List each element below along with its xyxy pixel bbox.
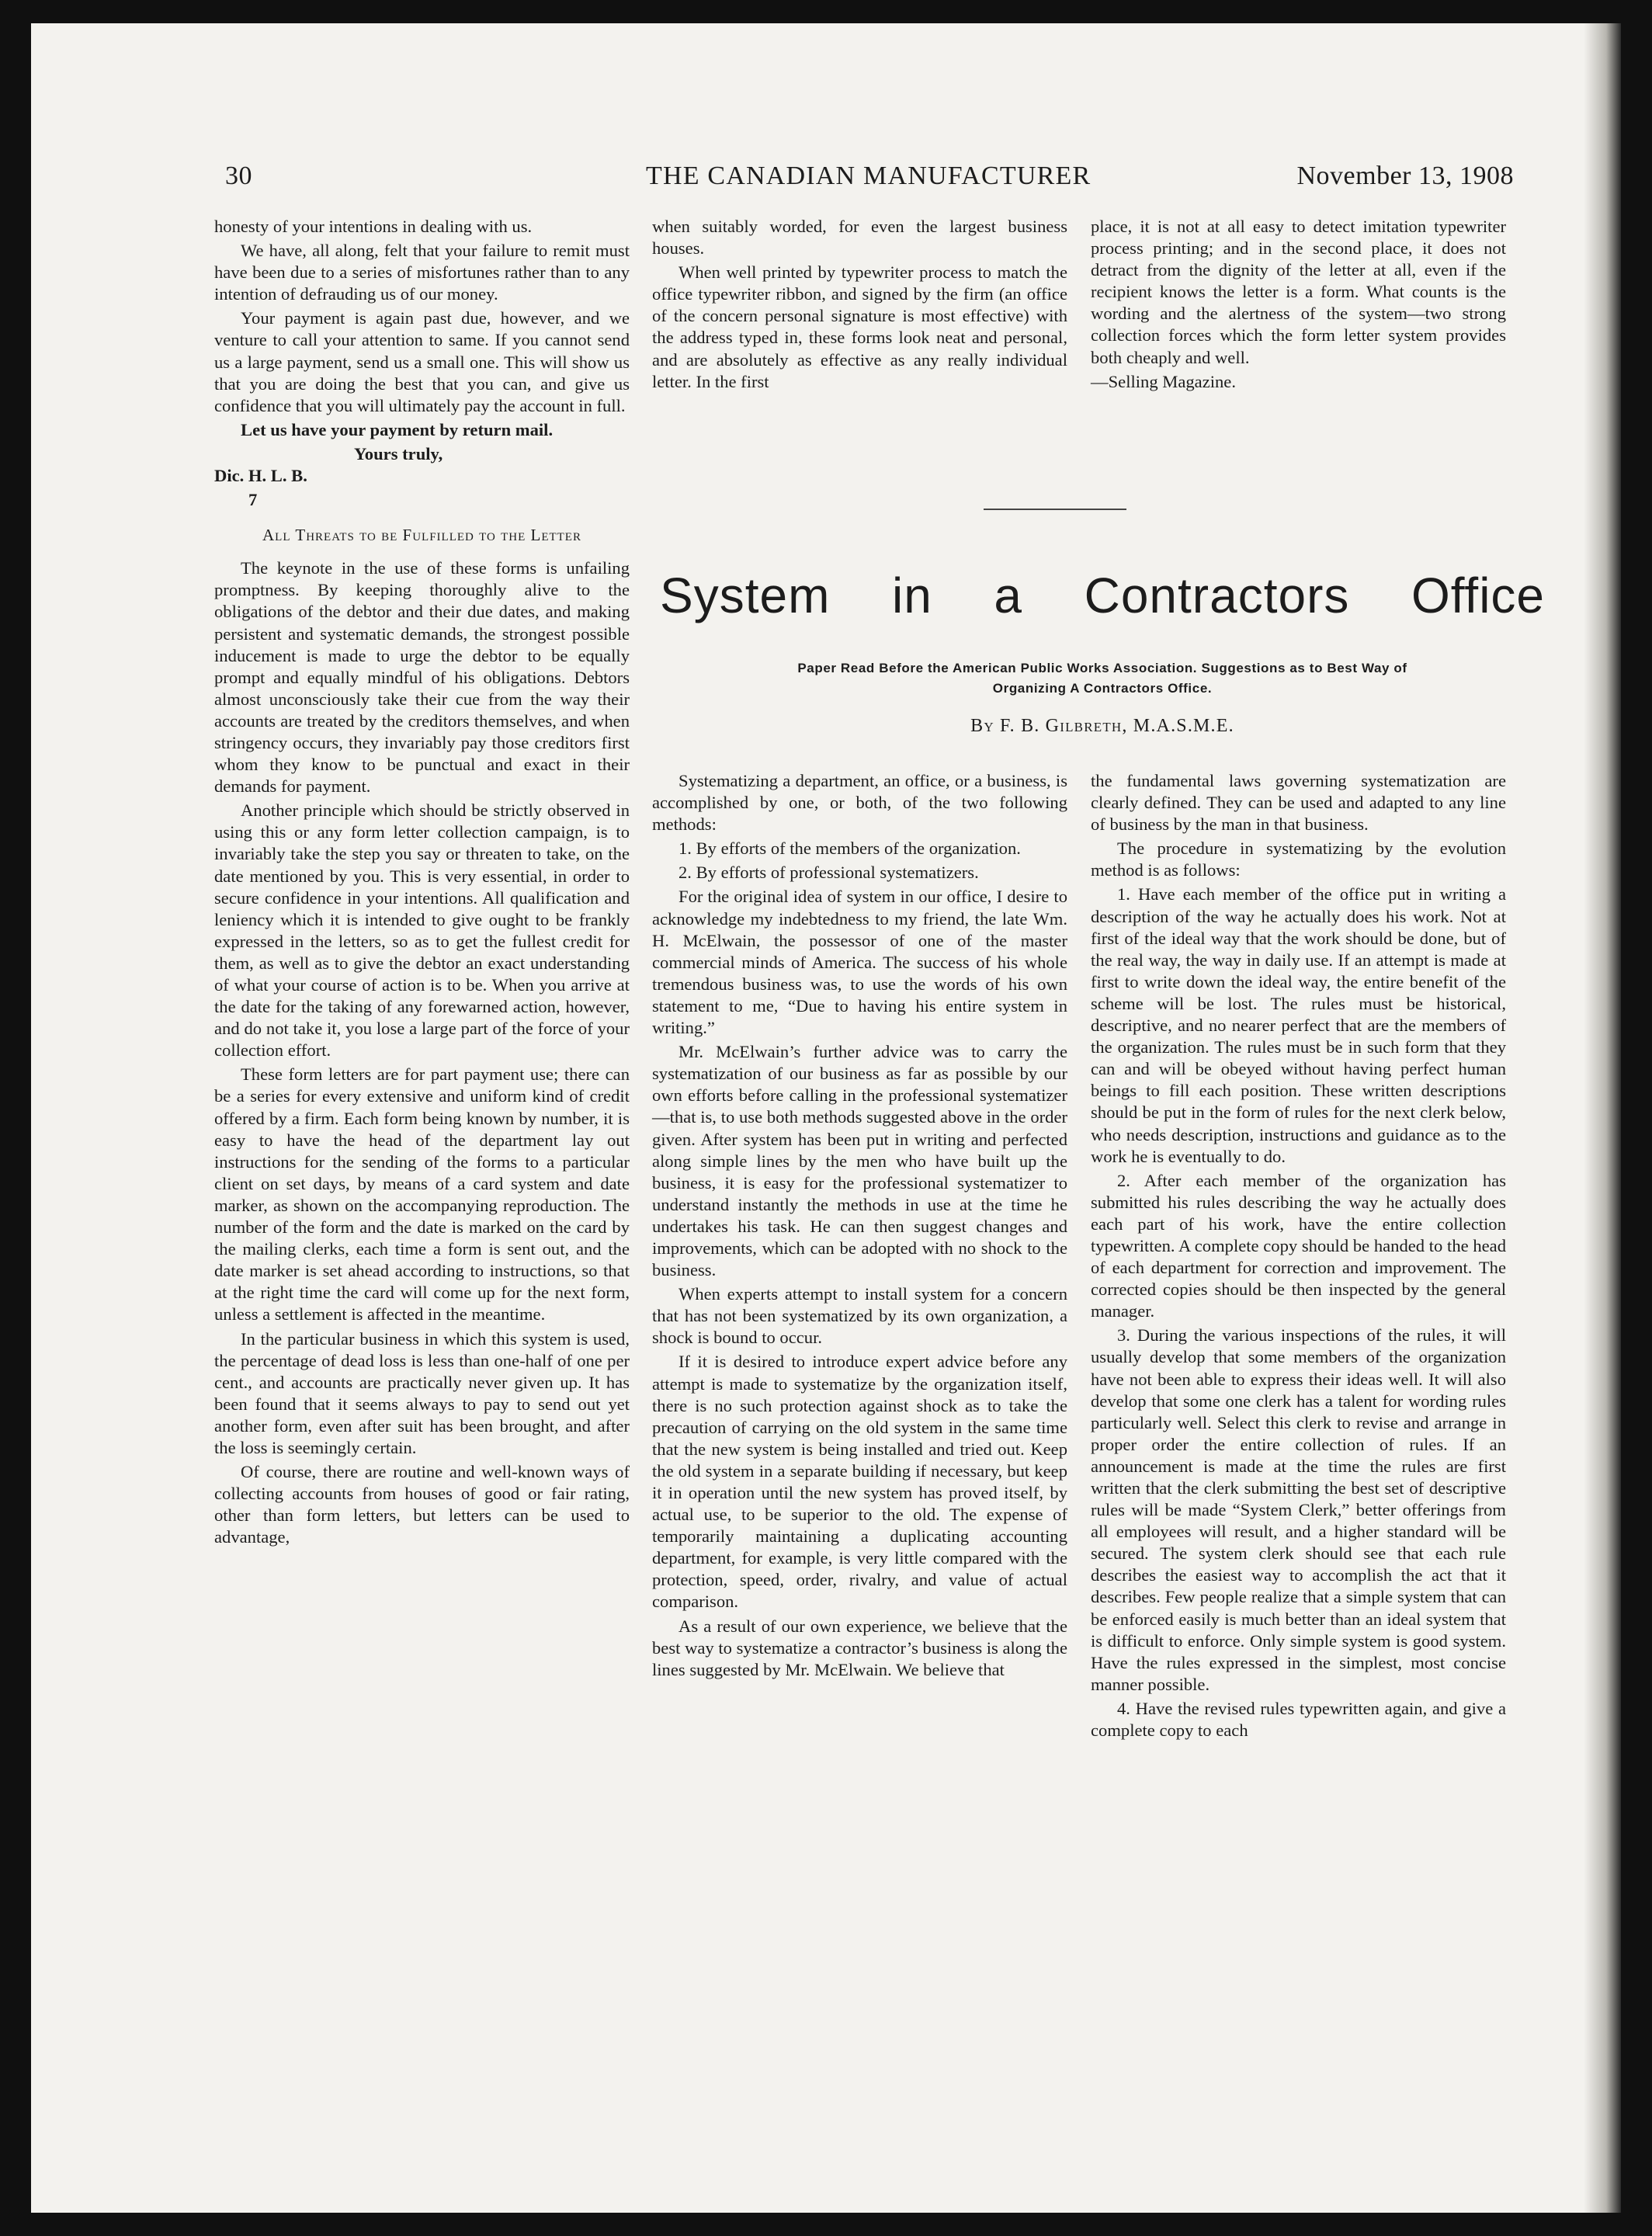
column-right-body — [1091, 770, 1506, 1744]
paragraph: when suitably worded, for even the largest business houses. — [652, 217, 1067, 259]
paragraph: As a result of our own experience, we believe that the best way to systematize a contractor’s business is along the lines suggested by Mr. McElwain. We believe that — [652, 1616, 1067, 1679]
article-title: System in a Contractors Office — [660, 568, 1545, 623]
magazine-page — [31, 23, 1621, 2213]
paragraph: For the original idea of system in our office, I desire to acknowledge my indebtedness to my friend, the late Wm. H. McElwain, the possessor of one of the master commercial minds of America. The success of his whole tremendous business was, to use the words of his own statement to me, “Due to having his entire system in writing.” — [652, 887, 1067, 1038]
paragraph: Mr. McElwain’s further advice was to carry the systematization of our business as far as possible by our own efforts before calling in the professional systematizer—that is, to use both methods suggested above in the order given. After system has been put in writing and perfected along simple lines by the men who have built up the business, it is easy for the professional systematizer to understand instantly the methods in use at the time he undertakes his task. He can then suggest changes and improvements, which can be adopted with no shock to the business. — [652, 1042, 1067, 1280]
paragraph: 3. During the various inspections of the rules, it will usually develop that some members of the organization have not been able to express their ideas well. It will also develop that some one clerk has a talent for wording rules particularly well. Select this clerk to revise and arrange in proper order the entire collection of rules. If an announcement is made at the time the rules are first written that the clerk submitting the best set of descriptive rules will be made “System Clerk,” better offerings from all employees will result, and a higher standard will be secured. The system clerk should see that each rule describes the easiest way to accomplish the act that it describes. Few people realize that a simple system that can be enforced easily is much better than an ideal system that is difficult to enforce. Only simple system is good system. Have the rules expressed in the simplest, most concise manner possible. — [1091, 1325, 1506, 1694]
article-subtitle: Paper Read Before the American Public Works Association. Suggestions as to Best Way of Organizing A Contractors Office. — [797, 661, 1407, 696]
paragraph: 2. After each member of the organization has submitted his rules describing the way he actually does each part of his work, have the entire collection typewritten. A complete copy should be handed to the head of each department for correction and improvement. The corrected copies should be then inspected by the general manager. — [1091, 1170, 1506, 1321]
paragraph: The procedure in systematizing by the evolution method is as follows: — [1091, 838, 1506, 880]
section-subhead: All Threats to be Fulfilled to the Letter — [262, 526, 581, 545]
publication-title: THE CANADIAN MANUFACTURER — [646, 161, 1092, 190]
paragraph: The keynote in the use of these forms is unfailing promptness. By keeping thoroughly alive to the obligations of the debtor and their due dates, and making persistent and systematic demands, the strongest possible inducement is made to urge the debtor to be equally prompt and equally mindful of his obligations. Debtors almost unconsciously take their cue from the way their accounts are treated by the creditors themselves, and when stringency occurs, they invariably pay those creditors first whom they know to be punctual and exact in their demands for payment. — [214, 558, 630, 797]
paragraph: place, it is not at all easy to detect imitation typewriter process printing; and in the second place, it does not detract from the dignity of the letter at all, even if the recipient knows the letter is a form. What counts is the wording and the alertness of the system—two strong collection forces which the form letter system provides both cheaply and well. — [1091, 217, 1506, 367]
column-middle-top — [652, 216, 1067, 395]
dictation-mark: Dic. H. L. B. — [214, 466, 307, 486]
column-left — [214, 216, 630, 1550]
paragraph: 4. Have the revised rules typewritten again, and give a complete copy to each — [1091, 1698, 1506, 1741]
paragraph: Another principle which should be strictly observed in using this or any form letter collection campaign, is to invariably take the step you say or threaten to take, on the date mentioned by you. This is very essential, in order to secure confidence in your intentions. All qualification and leniency which it is intended to give ought to be frankly expressed in the letters, so as to get the fullest credit for them, as well as to give the debtor an exact understanding of what your course of action is to be. When you arrive at the date for the taking of any forewarned action, however, and do not take it, you lose a large part of the force of your collection effort. — [214, 800, 630, 1061]
paragraph: honesty of your intentions in dealing with us. — [214, 217, 533, 236]
paragraph: Systematizing a department, an office, or a business, is accomplished by one, or both, of the two following methods: — [652, 771, 1067, 835]
issue-date: November 13, 1908 — [1296, 161, 1514, 190]
column-right-top — [1091, 216, 1506, 395]
byline-prefix: By — [970, 716, 994, 736]
paragraph: Of course, there are routine and well-known ways of collecting accounts from houses of good or fair rating, other than form letters, but letters can be used to advantage, — [214, 1462, 630, 1547]
paragraph: 1. By efforts of the members of the organization. — [678, 838, 1021, 859]
page-binding-shadow — [1584, 23, 1621, 2213]
author-name: F. B. Gilbreth, — [1000, 716, 1128, 736]
paragraph: Let us have your payment by return mail. — [241, 419, 554, 439]
form-number: 7 — [248, 490, 258, 510]
letter-closing: Yours truly, — [354, 443, 443, 464]
source-credit: —Selling Magazine. — [1091, 371, 1236, 391]
author-credentials: M.A.S.M.E. — [1133, 716, 1234, 736]
section-divider — [984, 509, 1126, 510]
running-header — [225, 161, 1514, 200]
paragraph: the fundamental laws governing systematization are clearly defined. They can be used and adapted to any line of business by the man in that business. — [1091, 771, 1506, 835]
paragraph: 1. Have each member of the office put in writing a description of the way he actually does his work. Not at first of the ideal way that the work should be done, but of the real way, the way in daily use. If an attempt is made at first to write down the ideal way, the entire benefit of the scheme will be lost. The rules must be historical, descriptive, and no nearer perfect that are the members of the organization. The rules must be in such form that they can and will be obeyed without having perfect human beings to fill each position. These written descriptions should be put in the form of rules for the next clerk below, who needs description, instructions and guidance as to the work he is eventually to do. — [1091, 884, 1506, 1166]
column-middle-body — [652, 770, 1067, 1683]
paragraph: When well printed by typewriter process to match the office typewriter ribbon, and signed by the firm (an office of the concern personal signature is most effective) with the address typed in, these forms look neat and personal, and are absolutely as effective as any really individual letter. In the first — [652, 262, 1067, 391]
paragraph: Your payment is again past due, however, and we venture to call your attention to same. If you cannot send us a large payment, send us a small one. This will show us that you are doing the best that you can, and give us confidence that you will ultimately pay the account in full. — [214, 308, 630, 415]
paragraph: These form letters are for part payment use; there can be a series for every extensive and uniform kind of credit offered by a firm. Each form being known by number, it is easy to have the head of the department lay out instructions for the sending of the forms to a particular client on set days, by means of a card system and date marker, as shown on the accompanying reproduction. The number of the form and the date is marked on the card by the mailing clerks, each time a form is sent out, and the date marker is set ahead according to instructions, so that at the right time the card will come up for the next form, unless a settlement is affected in the meantime. — [214, 1064, 630, 1325]
paragraph: 2. By efforts of professional systematizers. — [678, 863, 979, 883]
page-number: 30 — [225, 161, 252, 190]
article-byline — [776, 716, 1428, 737]
paragraph: If it is desired to introduce expert advice before any attempt is made to systematize by the organization itself, there is no such protection against shock as to take the precaution of carrying on the old system in the same time that the new system is being installed and tried out. Keep the old system in a separate building if necessary, but keep it in operation until the new system has proved itself, by actual use, to be superior to the old. The expense of temporarily maintaining a duplicating accounting department, for example, is very little compared with the protection, speed, order, rivalry, and value of actual comparison. — [652, 1352, 1067, 1612]
paragraph: When experts attempt to install system for a concern that has not been systematized by its own organization, a shock is bound to occur. — [652, 1284, 1067, 1348]
paragraph: We have, all along, felt that your failure to remit must have been due to a series of misfortunes rather than to any intention of defrauding us of our money. — [214, 241, 630, 304]
paragraph: In the particular business in which this system is used, the percentage of dead loss is less than one-half of one per cent., and accounts are practically never given up. It has been found that it seems always to pay to send out yet another form, even after suit has been brought, and after the loss is seemingly certain. — [214, 1328, 630, 1457]
